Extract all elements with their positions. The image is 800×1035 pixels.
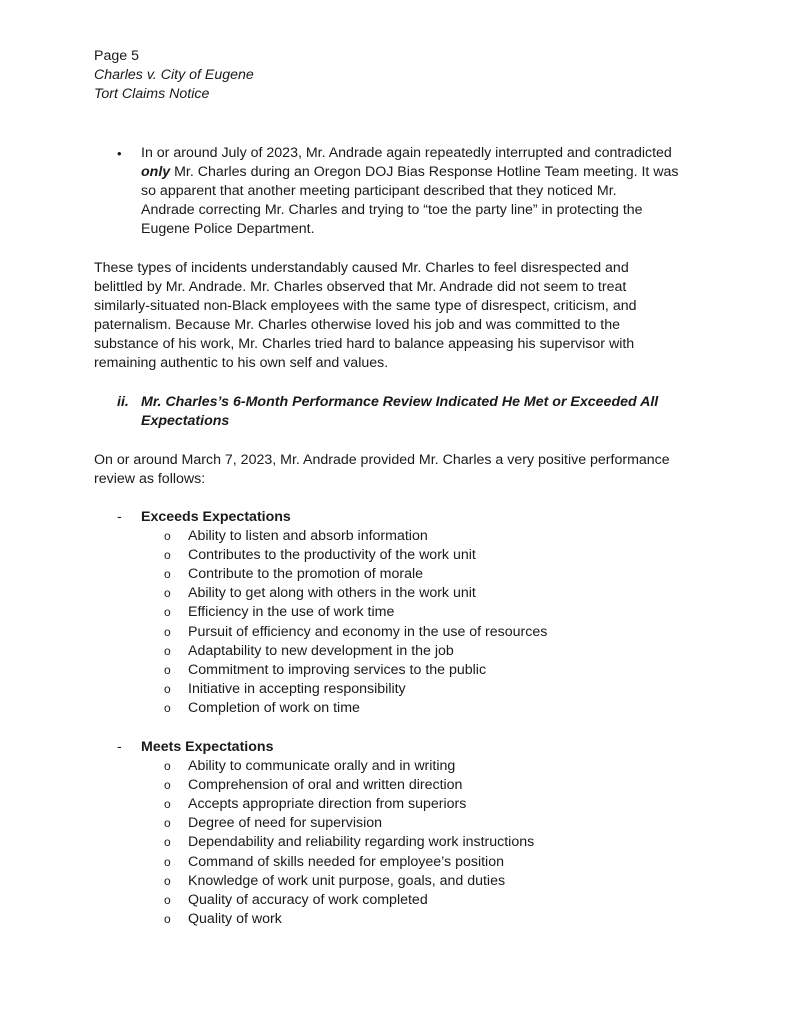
circle-bullet-icon: o: [164, 700, 171, 715]
circle-bullet-icon: o: [164, 624, 171, 639]
list-item: o Ability to communicate orally and in writing: [94, 757, 714, 776]
circle-bullet-icon: o: [164, 548, 171, 563]
paragraph-line: On or around March 7, 2023, Mr. Andrade provided Mr. Charles a very positive performance: [94, 452, 670, 468]
incident-bullet-item: [94, 144, 714, 239]
paragraph-line: These types of incidents understandably caused Mr. Charles to feel disrespected and: [94, 260, 629, 276]
circle-bullet-icon: o: [164, 662, 171, 677]
section-heading-line-2: Expectations: [141, 413, 230, 430]
paragraph-line: belittled by Mr. Andrade. Mr. Charles observed that Mr. Andrade did not seem to treat: [94, 279, 627, 296]
circle-bullet-icon: o: [164, 586, 171, 601]
circle-bullet-icon: o: [164, 567, 171, 582]
bullet-row: [94, 144, 714, 239]
paragraph-disrespect: [94, 259, 714, 374]
circle-bullet-icon: o: [164, 911, 171, 926]
list-item: o Initiative in accepting responsibility: [94, 680, 714, 699]
list-item: o Adaptability to new development in the job: [94, 642, 714, 661]
dash-marker: -: [117, 739, 122, 755]
bullet-line-3: so apparent that another meeting participant described that they noticed Mr.: [141, 183, 617, 200]
paragraph-line: review as follows:: [94, 471, 206, 488]
meets-expectations-group: [94, 738, 714, 929]
page-header: [94, 47, 714, 105]
list-item: o Completion of work on time: [94, 699, 714, 718]
group-title: Exceeds Expectations: [141, 509, 291, 525]
paragraph-line: substance of his work, Mr. Charles tried hard to balance appeasing his supervisor with: [94, 336, 635, 353]
list-item: o Accepts appropriate direction from superiors: [94, 795, 714, 814]
circle-bullet-icon: o: [164, 816, 171, 831]
section-heading-line-1: Mr. Charles’s 6-Month Performance Review Indicated He Met or Exceeded All: [141, 394, 659, 410]
group-title: Meets Expectations: [141, 739, 274, 755]
bullet-line-2: only Mr. Charles during an Oregon DOJ Bias Response Hotline Team meeting. It was: [141, 164, 679, 181]
bullet-line-4: Andrade correcting Mr. Charles and trying to “toe the party line” in protecting the: [141, 202, 643, 219]
circle-bullet-icon: o: [164, 778, 171, 793]
list-item: o Quality of accuracy of work completed: [94, 891, 714, 910]
section-number: ii.: [117, 394, 129, 410]
paragraph-line: paternalism. Because Mr. Charles otherwise loved his job and was committed to the: [94, 317, 620, 334]
circle-bullet-icon: o: [164, 759, 171, 774]
list-item: o Quality of work: [94, 910, 714, 929]
list-item: o Efficiency in the use of work time: [94, 603, 714, 622]
circle-bullet-icon: o: [164, 529, 171, 544]
circle-bullet-icon: o: [164, 854, 171, 869]
paragraph-review-intro: [94, 451, 714, 489]
paragraph-line: remaining authentic to his own self and values.: [94, 355, 389, 372]
circle-bullet-icon: o: [164, 797, 171, 812]
exceeds-expectations-group: [94, 508, 714, 718]
paragraph-line: similarly-situated non-Black employees with the same type of disrespect, criticism, and: [94, 298, 637, 315]
section-heading: [94, 393, 714, 431]
list-item: o Comprehension of oral and written direction: [94, 776, 714, 795]
group-heading: [94, 738, 714, 757]
document-type: Tort Claims Notice: [94, 86, 210, 103]
circle-bullet-icon: o: [164, 605, 171, 620]
page-number: Page 5: [94, 48, 139, 64]
list-item: o Dependability and reliability regarding work instructions: [94, 833, 714, 852]
bullet-marker: •: [117, 146, 122, 161]
list-item: o Ability to get along with others in the work unit: [94, 584, 714, 603]
list-item: o Degree of need for supervision: [94, 814, 714, 833]
bullet-line-1: In or around July of 2023, Mr. Andrade again repeatedly interrupted and contradicted: [141, 145, 672, 161]
circle-bullet-icon: o: [164, 643, 171, 658]
circle-bullet-icon: o: [164, 873, 171, 888]
case-name: Charles v. City of Eugene: [94, 67, 254, 84]
bullet-line-5: Eugene Police Department.: [141, 221, 315, 238]
list-item: o Commitment to improving services to the public: [94, 661, 714, 680]
group-heading: [94, 508, 714, 527]
list-item: o Contribute to the promotion of morale: [94, 565, 714, 584]
emphasis-only: only: [141, 164, 171, 181]
list-item: o Contributes to the productivity of the work unit: [94, 546, 714, 565]
circle-bullet-icon: o: [164, 835, 171, 850]
circle-bullet-icon: o: [164, 892, 171, 907]
list-item: o Command of skills needed for employee’s position: [94, 853, 714, 872]
circle-bullet-icon: o: [164, 681, 171, 696]
list-item: o Pursuit of efficiency and economy in the use of resources: [94, 623, 714, 642]
list-item: o Ability to listen and absorb information: [94, 527, 714, 546]
dash-marker: -: [117, 509, 122, 525]
list-item: o Knowledge of work unit purpose, goals, and duties: [94, 872, 714, 891]
